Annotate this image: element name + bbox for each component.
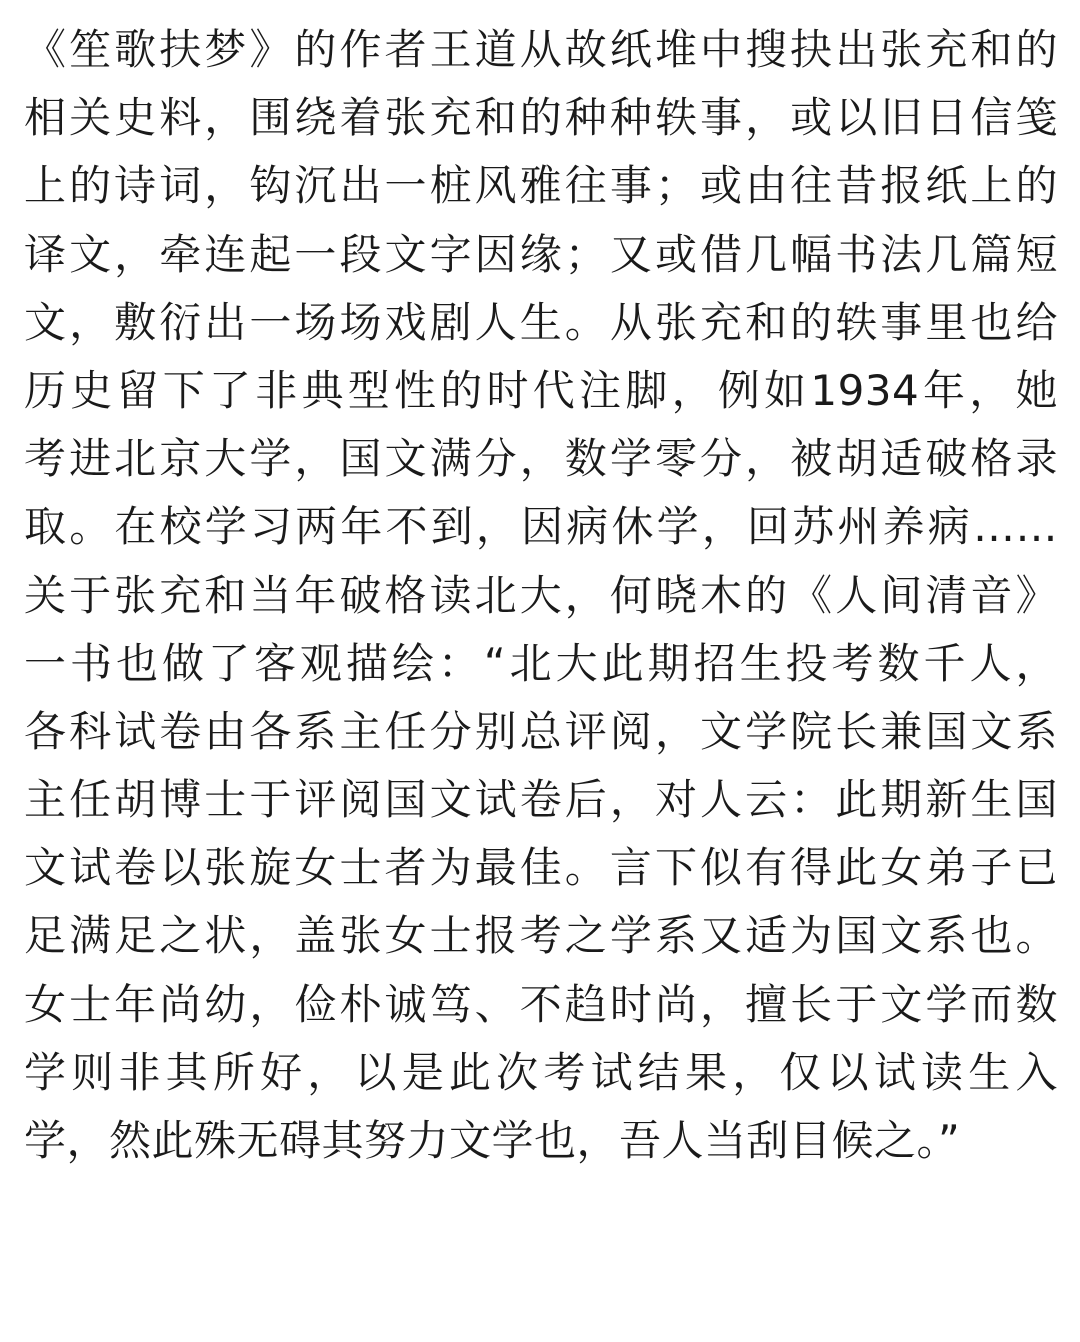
text-line: 《笙歌扶梦》的作者王道从故纸堆中搜抉出张充和的: [24, 25, 1058, 74]
text-line: 历史留下了非典型性的时代注脚，例如1934年，她: [24, 365, 1058, 415]
text-line: 女士年尚幼，俭朴诚笃、不趋时尚，擅长于文学而数: [24, 979, 1058, 1029]
text-line: 学，然此殊无碍其努力文学也，吾人当刮目候之。”: [24, 1116, 961, 1165]
text-line: 主任胡博士于评阅国文试卷后，对人云：此期新生国: [24, 775, 1058, 825]
text-line: 上的诗词，钩沉出一桩风雅往事；或由往昔报纸上的: [24, 161, 1058, 211]
text-line: 学则非其所好，以是此次考试结果，仅以试读生入: [24, 1047, 1058, 1097]
text-line: 取。在校学习两年不到，因病休学，回苏州养病……: [24, 502, 1058, 552]
text-line: 一书也做了客观描绘：“北大此期招生投考数千人，: [24, 638, 1058, 688]
text-line: 文试卷以张旋女士者为最佳。言下似有得此女弟子已: [24, 843, 1058, 893]
text-line: 关于张充和当年破格读北大，何晓木的《人间清音》: [24, 570, 1058, 620]
text-line: 译文，牵连起一段文字因缘；又或借几幅书法几篇短: [24, 229, 1058, 279]
text-line: 考进北京大学，国文满分，数学零分，被胡适破格录: [24, 434, 1058, 484]
article-body: [24, 0, 1058, 1175]
text-line: 各科试卷由各系主任分别总评阅，文学院长兼国文系: [24, 706, 1058, 756]
text-line: 足满足之状，盖张女士报考之学系又适为国文系也。: [24, 911, 1058, 961]
text-line: 文，敷衍出一场场戏剧人生。从张充和的轶事里也给: [24, 297, 1058, 347]
text-line: 相关史料，围绕着张充和的种种轶事，或以旧日信笺: [24, 93, 1058, 143]
